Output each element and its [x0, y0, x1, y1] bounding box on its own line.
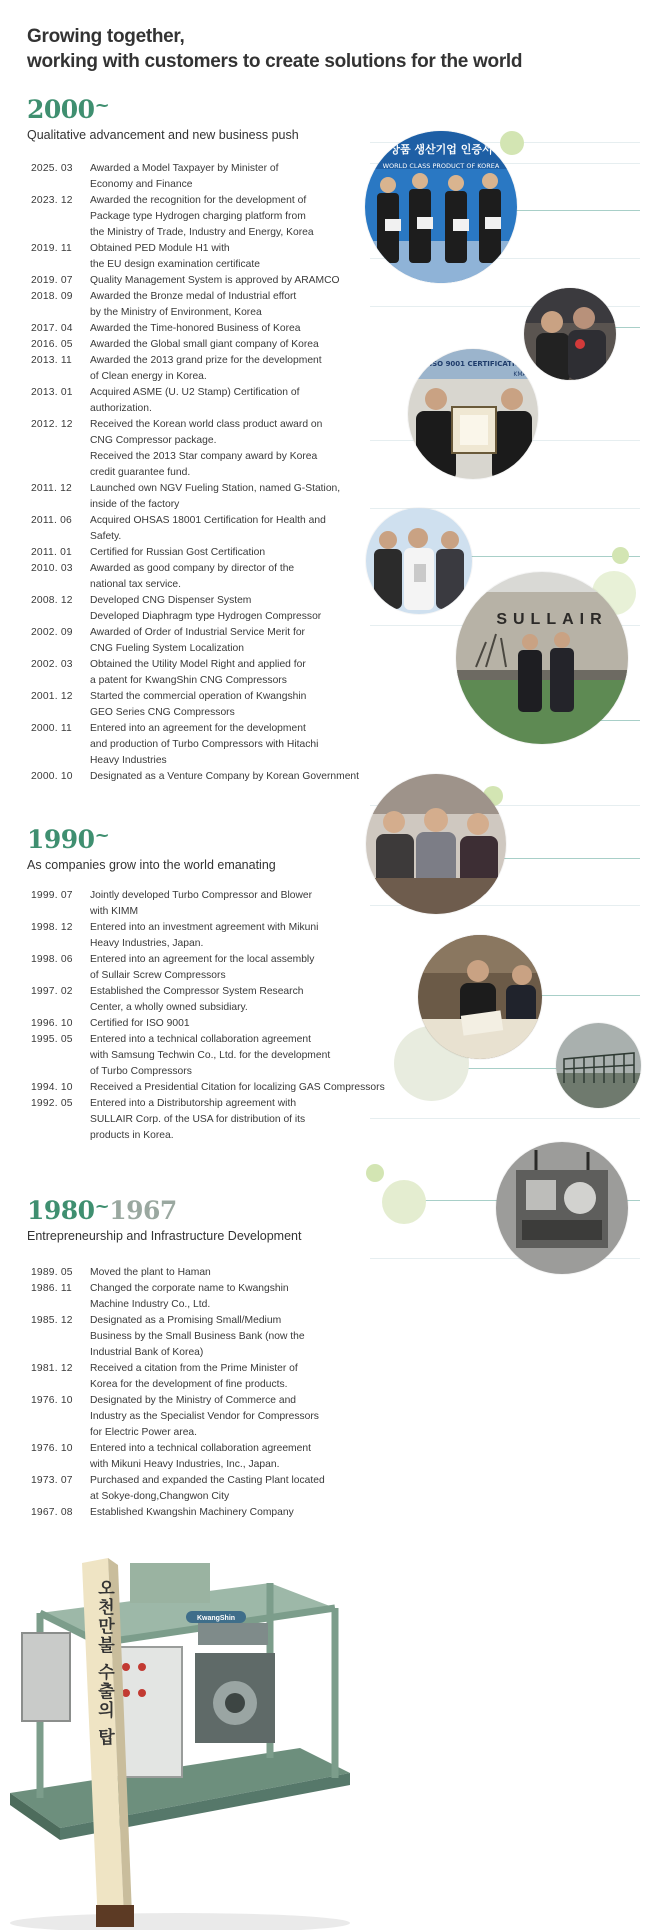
timeline-text: inside of the factory	[90, 499, 180, 510]
timeline-date-spacer	[31, 401, 90, 417]
timeline-row	[31, 952, 411, 968]
timeline-text: Entered into an investment agreement with Mikuni	[90, 922, 319, 933]
timeline-date-spacer	[31, 641, 90, 657]
timeline-date: 1992. 05	[31, 1098, 73, 1109]
timeline-row	[31, 209, 411, 225]
timeline-row	[31, 401, 411, 417]
timeline-date: 2012. 12	[31, 419, 73, 430]
timeline-date: 2000. 10	[31, 771, 73, 782]
timeline-text: Awarded the 2013 grand prize for the development	[90, 355, 322, 366]
timeline-text: of Sullair Screw Compressors	[90, 970, 226, 981]
era-tilde: ~	[94, 825, 110, 846]
era-year: 2000	[27, 95, 95, 124]
timeline-row	[31, 904, 411, 920]
timeline-row	[31, 593, 411, 609]
timeline-row	[31, 769, 411, 785]
timeline-row	[31, 1297, 411, 1313]
timeline-date: 2011. 06	[31, 515, 72, 526]
timeline-text: Launched own NGV Fueling Station, named G-Station,	[90, 483, 341, 494]
timeline-date-spacer	[31, 257, 90, 273]
timeline-date: 2019. 07	[31, 275, 73, 286]
timeline-row	[31, 1473, 411, 1489]
timeline-text: a patent for KwangShin CNG Compressors	[90, 675, 287, 686]
timeline-date-spacer	[31, 1128, 90, 1144]
timeline-text: Awarded the Bronze medal of Industrial effort	[90, 291, 297, 302]
timeline-date: 2013. 11	[31, 355, 72, 366]
timeline-text: Economy and Finance	[90, 179, 193, 190]
timeline-text: Certified for Russian Gost Certification	[90, 547, 266, 558]
sullair-building-photo	[456, 572, 628, 744]
timeline-row	[31, 888, 411, 904]
timeline-row	[31, 1064, 411, 1080]
timeline-row	[31, 1096, 411, 1112]
timeline-text: for Electric Power area.	[90, 1427, 198, 1438]
timeline-text: products in Korea.	[90, 1130, 174, 1141]
timeline-date: 2011. 01	[31, 547, 72, 558]
timeline-row	[31, 1032, 411, 1048]
timeline-date-spacer	[31, 753, 90, 769]
timeline-row	[31, 529, 411, 545]
timeline-text: Heavy Industries, Japan.	[90, 938, 204, 949]
handshake-photo	[524, 288, 616, 380]
page-title-line-1: Growing together,	[27, 26, 185, 47]
timeline-text: Established Kwangshin Machinery Company	[90, 1507, 294, 1518]
timeline-row	[31, 689, 411, 705]
timeline-text: Received a Presidential Citation for localizing GAS Compressors	[90, 1082, 385, 1093]
timeline-text: Korea for the development of fine products.	[90, 1379, 288, 1390]
timeline-row	[31, 1441, 411, 1457]
timeline-text: Acquired OHSAS 18001 Certification for Health and	[90, 515, 326, 526]
timeline-date: 2013. 01	[31, 387, 73, 398]
timeline-row	[31, 753, 411, 769]
timeline-date: 2018. 09	[31, 291, 73, 302]
timeline-date-spacer	[31, 1457, 90, 1473]
timeline-date-spacer	[31, 1112, 90, 1128]
timeline-row	[31, 920, 411, 936]
timeline-row	[31, 1048, 411, 1064]
timeline-date-spacer	[31, 369, 90, 385]
brand-label: KwangShin	[196, 1615, 236, 1622]
timeline-text: at Sokye-dong,Changwon City	[90, 1491, 230, 1502]
timeline-text: Moved the plant to Haman	[90, 1267, 211, 1278]
timeline-row	[31, 705, 411, 721]
timeline-row	[31, 1377, 411, 1393]
timeline-row	[31, 161, 411, 177]
timeline-date: 1967. 08	[31, 1507, 73, 1518]
timeline-text: Quality Management System is approved by ARAMCO	[90, 275, 340, 286]
timeline-date: 1986. 11	[31, 1283, 72, 1294]
timeline-text: Designated as a Promising Small/Medium	[90, 1315, 282, 1326]
timeline-text: Machine Industry Co., Ltd.	[90, 1299, 211, 1310]
timeline-date-spacer	[31, 1064, 90, 1080]
timeline-text: Awarded the Global small giant company of Korea	[90, 339, 319, 350]
timeline-text: and production of Turbo Compressors with Hitachi	[90, 739, 319, 750]
timeline-date: 2008. 12	[31, 595, 73, 606]
timeline-text: Jointly developed Turbo Compressor and Blower	[90, 890, 313, 901]
timeline-text: Entered into an agreement for the development	[90, 723, 306, 734]
timeline-date-spacer	[31, 1297, 90, 1313]
meeting-photo	[418, 935, 542, 1059]
timeline-text: SULLAIR Corp. of the USA for distribution of its	[90, 1114, 306, 1125]
timeline-text: Established the Compressor System Research	[90, 986, 304, 997]
timeline-row	[31, 433, 411, 449]
timeline-text: of Clean energy in Korea.	[90, 371, 207, 382]
timeline-date: 2000. 11	[31, 723, 72, 734]
timeline-row	[31, 385, 411, 401]
timeline-date-spacer	[31, 705, 90, 721]
decor-dot	[612, 547, 629, 564]
timeline-row	[31, 1329, 411, 1345]
timeline-date-spacer	[31, 904, 90, 920]
timeline-text: GEO Series CNG Compressors	[90, 707, 235, 718]
timeline-text: Industry as the Specialist Vendor for Compressors	[90, 1411, 319, 1422]
timeline-text: Awarded of Order of Industrial Service Merit for	[90, 627, 305, 638]
timeline-row	[31, 577, 411, 593]
timeline-date: 1997. 02	[31, 986, 73, 997]
sullair-sign-text: SULLAIR	[496, 611, 608, 628]
timeline-list-2000	[31, 161, 411, 785]
timeline-row	[31, 1425, 411, 1441]
timeline-date: 2001. 12	[31, 691, 73, 702]
timeline-row	[31, 1409, 411, 1425]
era-subtitle: As companies grow into the world emanating	[27, 858, 276, 872]
timeline-text: Changed the corporate name to Kwangshin	[90, 1283, 289, 1294]
timeline-row	[31, 289, 411, 305]
timeline-text: CNG Compressor package.	[90, 435, 217, 446]
timeline-text: Developed CNG Dispenser System	[90, 595, 252, 606]
timeline-row	[31, 673, 411, 689]
timeline-text: Awarded a Model Taxpayer by Minister of	[90, 163, 279, 174]
timeline-text: Entered into a Distributorship agreement with	[90, 1098, 297, 1109]
timeline-text: Awarded the recognition for the development of	[90, 195, 307, 206]
timeline-row	[31, 305, 411, 321]
decor-dot	[500, 131, 524, 155]
timeline-text: the Ministry of Trade, Industry and Energy, Korea	[90, 227, 314, 238]
timeline-text: Received a citation from the Prime Minister of	[90, 1363, 298, 1374]
iso-certificate-photo	[408, 349, 538, 479]
timeline-date: 2016. 05	[31, 339, 73, 350]
compressor-package-illustration	[0, 1543, 360, 1930]
timeline-row	[31, 1505, 411, 1521]
kma-text: KMA	[513, 371, 527, 378]
era-year: 1990	[27, 825, 95, 854]
timeline-list-1980	[31, 1265, 411, 1521]
timeline-row	[31, 177, 411, 193]
timeline-row	[31, 241, 411, 257]
timeline-text: Awarded as good company by director of the	[90, 563, 295, 574]
timeline-text: Awarded the Time-honored Business of Korea	[90, 323, 301, 334]
timeline-row	[31, 1112, 411, 1128]
timeline-text: by the Ministry of Environment, Korea	[90, 307, 262, 318]
era-heading-1980	[27, 1196, 301, 1244]
timeline-date: 2002. 03	[31, 659, 73, 670]
timeline-text: Developed Diaphragm type Hydrogen Compressor	[90, 611, 322, 622]
timeline-row	[31, 417, 411, 433]
timeline-row	[31, 561, 411, 577]
timeline-date-spacer	[31, 968, 90, 984]
timeline-text: Entered into a technical collaboration agreement	[90, 1034, 311, 1045]
timeline-text: Obtained the Utility Model Right and applied for	[90, 659, 306, 670]
timeline-row	[31, 353, 411, 369]
timeline-row	[31, 193, 411, 209]
timeline-text: the EU design examination certificate	[90, 259, 260, 270]
monument-inscription: 오천만불 수출의 탑	[94, 1579, 114, 1747]
timeline-text: with KIMM	[90, 906, 139, 917]
timeline-text: with Mikuni Heavy Industries, Inc., Japan.	[90, 1459, 280, 1470]
timeline-date: 2023. 12	[31, 195, 73, 206]
timeline-row	[31, 225, 411, 241]
timeline-row	[31, 321, 411, 337]
timeline-row	[31, 641, 411, 657]
timeline-text: Package type Hydrogen charging platform from	[90, 211, 306, 222]
timeline-text: national tax service.	[90, 579, 182, 590]
timeline-row	[31, 513, 411, 529]
timeline-text: Started the commercial operation of Kwangshin	[90, 691, 307, 702]
timeline-row	[31, 273, 411, 289]
timeline-date: 1976. 10	[31, 1443, 73, 1454]
timeline-date-spacer	[31, 433, 90, 449]
timeline-row	[31, 257, 411, 273]
timeline-date-spacer	[31, 177, 90, 193]
decor-dot	[366, 1164, 384, 1182]
timeline-text: Designated as a Venture Company by Korean Government	[90, 771, 360, 782]
timeline-text: Certified for ISO 9001	[90, 1018, 190, 1029]
timeline-row	[31, 968, 411, 984]
timeline-date: 2017. 04	[31, 323, 73, 334]
timeline-date: 2011. 12	[31, 483, 72, 494]
timeline-row	[31, 337, 411, 353]
timeline-text: with Samsung Techwin Co., Ltd. for the development	[90, 1050, 331, 1061]
timeline-date-spacer	[31, 305, 90, 321]
timeline-date-spacer	[31, 936, 90, 952]
page-title-line-2: working with customers to create solutions for the world	[27, 51, 523, 72]
timeline-text: Designated by the Ministry of Commerce and	[90, 1395, 297, 1406]
timeline-text: Center, a wholly owned subsidiary.	[90, 1002, 248, 1013]
timeline-text: Received the Korean world class product award on	[90, 419, 323, 430]
timeline-date-spacer	[31, 529, 90, 545]
decor-dot	[382, 1180, 426, 1224]
timeline-date: 1999. 07	[31, 890, 73, 901]
timeline-text: Heavy Industries	[90, 755, 167, 766]
timeline-row	[31, 1345, 411, 1361]
timeline-date: 2025. 03	[31, 163, 73, 174]
timeline-text: Received the 2013 Star company award by Korea	[90, 451, 318, 462]
timeline-date-spacer	[31, 1425, 90, 1441]
timeline-date-spacer	[31, 1377, 90, 1393]
timeline-row	[31, 1128, 411, 1144]
timeline-date: 1989. 05	[31, 1267, 73, 1278]
timeline-date: 2019. 11	[31, 243, 72, 254]
timeline-row	[31, 1265, 411, 1281]
timeline-text: Entered into a technical collaboration agreement	[90, 1443, 311, 1454]
banner-text: 상품 생산기업 인증서	[389, 143, 493, 156]
page-header	[27, 24, 637, 74]
timeline-row	[31, 721, 411, 737]
timeline-date-spacer	[31, 1329, 90, 1345]
factory-construction-photo	[556, 1023, 641, 1108]
timeline-date-spacer	[31, 449, 90, 465]
timeline-row	[31, 657, 411, 673]
timeline-text: credit guarantee fund.	[90, 467, 191, 478]
timeline-row	[31, 545, 411, 561]
timeline-text: Acquired ASME (U. U2 Stamp) Certification of	[90, 387, 300, 398]
timeline-text: Industrial Bank of Korea)	[90, 1347, 204, 1358]
timeline-date-spacer	[31, 737, 90, 753]
timeline-date-spacer	[31, 1345, 90, 1361]
timeline-date: 1998. 12	[31, 922, 73, 933]
timeline-text: Business by the Small Business Bank (now the	[90, 1331, 305, 1342]
timeline-row	[31, 1393, 411, 1409]
timeline-text: Obtained PED Module H1 with	[90, 243, 230, 254]
compressor-machine-photo	[496, 1142, 628, 1274]
timeline-text: of Turbo Compressors	[90, 1066, 192, 1077]
timeline-row	[31, 609, 411, 625]
era-subtitle: Qualitative advancement and new business push	[27, 128, 299, 142]
timeline-row	[31, 497, 411, 513]
timeline-row	[31, 1489, 411, 1505]
timeline-row	[31, 1000, 411, 1016]
timeline-date: 1976. 10	[31, 1395, 73, 1406]
timeline-row	[31, 1457, 411, 1473]
timeline-date-spacer	[31, 1489, 90, 1505]
timeline-date: 1998. 06	[31, 954, 73, 965]
era-heading-1990	[27, 825, 276, 873]
banner-subtext: WORLD CLASS PRODUCT OF KOREA	[382, 162, 500, 170]
timeline-date: 2002. 09	[31, 627, 73, 638]
iso-banner-text: ISO 9001 CERTIFICATION	[429, 360, 527, 368]
timeline-row	[31, 737, 411, 753]
timeline-row	[31, 936, 411, 952]
timeline-date-spacer	[31, 577, 90, 593]
timeline-date-spacer	[31, 209, 90, 225]
timeline-row	[31, 984, 411, 1000]
timeline-text: Entered into an agreement for the local assembly	[90, 954, 315, 965]
timeline-date-spacer	[31, 225, 90, 241]
era-year-end: 1967	[109, 1196, 177, 1225]
timeline-row	[31, 1016, 411, 1032]
era-tilde: ~	[94, 95, 110, 116]
timeline-date-spacer	[31, 1000, 90, 1016]
timeline-row	[31, 625, 411, 641]
timeline-date: 1985. 12	[31, 1315, 73, 1326]
era-year: 1980	[27, 1196, 95, 1225]
timeline-text: Purchased and expanded the Casting Plant located	[90, 1475, 325, 1486]
timeline-row	[31, 481, 411, 497]
timeline-date-spacer	[31, 465, 90, 481]
timeline-date: 1973. 07	[31, 1475, 73, 1486]
timeline-date: 1981. 12	[31, 1363, 73, 1374]
era-subtitle: Entrepreneurship and Infrastructure Development	[27, 1229, 302, 1243]
timeline-row	[31, 1313, 411, 1329]
timeline-date-spacer	[31, 673, 90, 689]
timeline-list-1990	[31, 888, 411, 1144]
timeline-date: 1996. 10	[31, 1018, 73, 1029]
timeline-row	[31, 465, 411, 481]
era-tilde: ~	[94, 1196, 110, 1217]
timeline-date: 1994. 10	[31, 1082, 73, 1093]
timeline-row	[31, 1281, 411, 1297]
timeline-date-spacer	[31, 609, 90, 625]
timeline-text: authorization.	[90, 403, 152, 414]
timeline-date-spacer	[31, 1409, 90, 1425]
era-heading-2000	[27, 95, 299, 143]
timeline-row	[31, 1080, 411, 1096]
timeline-text: Safety.	[90, 531, 122, 542]
timeline-date: 1995. 05	[31, 1034, 73, 1045]
timeline-date-spacer	[31, 497, 90, 513]
timeline-row	[31, 449, 411, 465]
timeline-row	[31, 369, 411, 385]
timeline-date-spacer	[31, 1048, 90, 1064]
timeline-row	[31, 1361, 411, 1377]
divider-line	[500, 858, 640, 859]
timeline-date: 2010. 03	[31, 563, 73, 574]
timeline-text: CNG Fueling System Localization	[90, 643, 244, 654]
